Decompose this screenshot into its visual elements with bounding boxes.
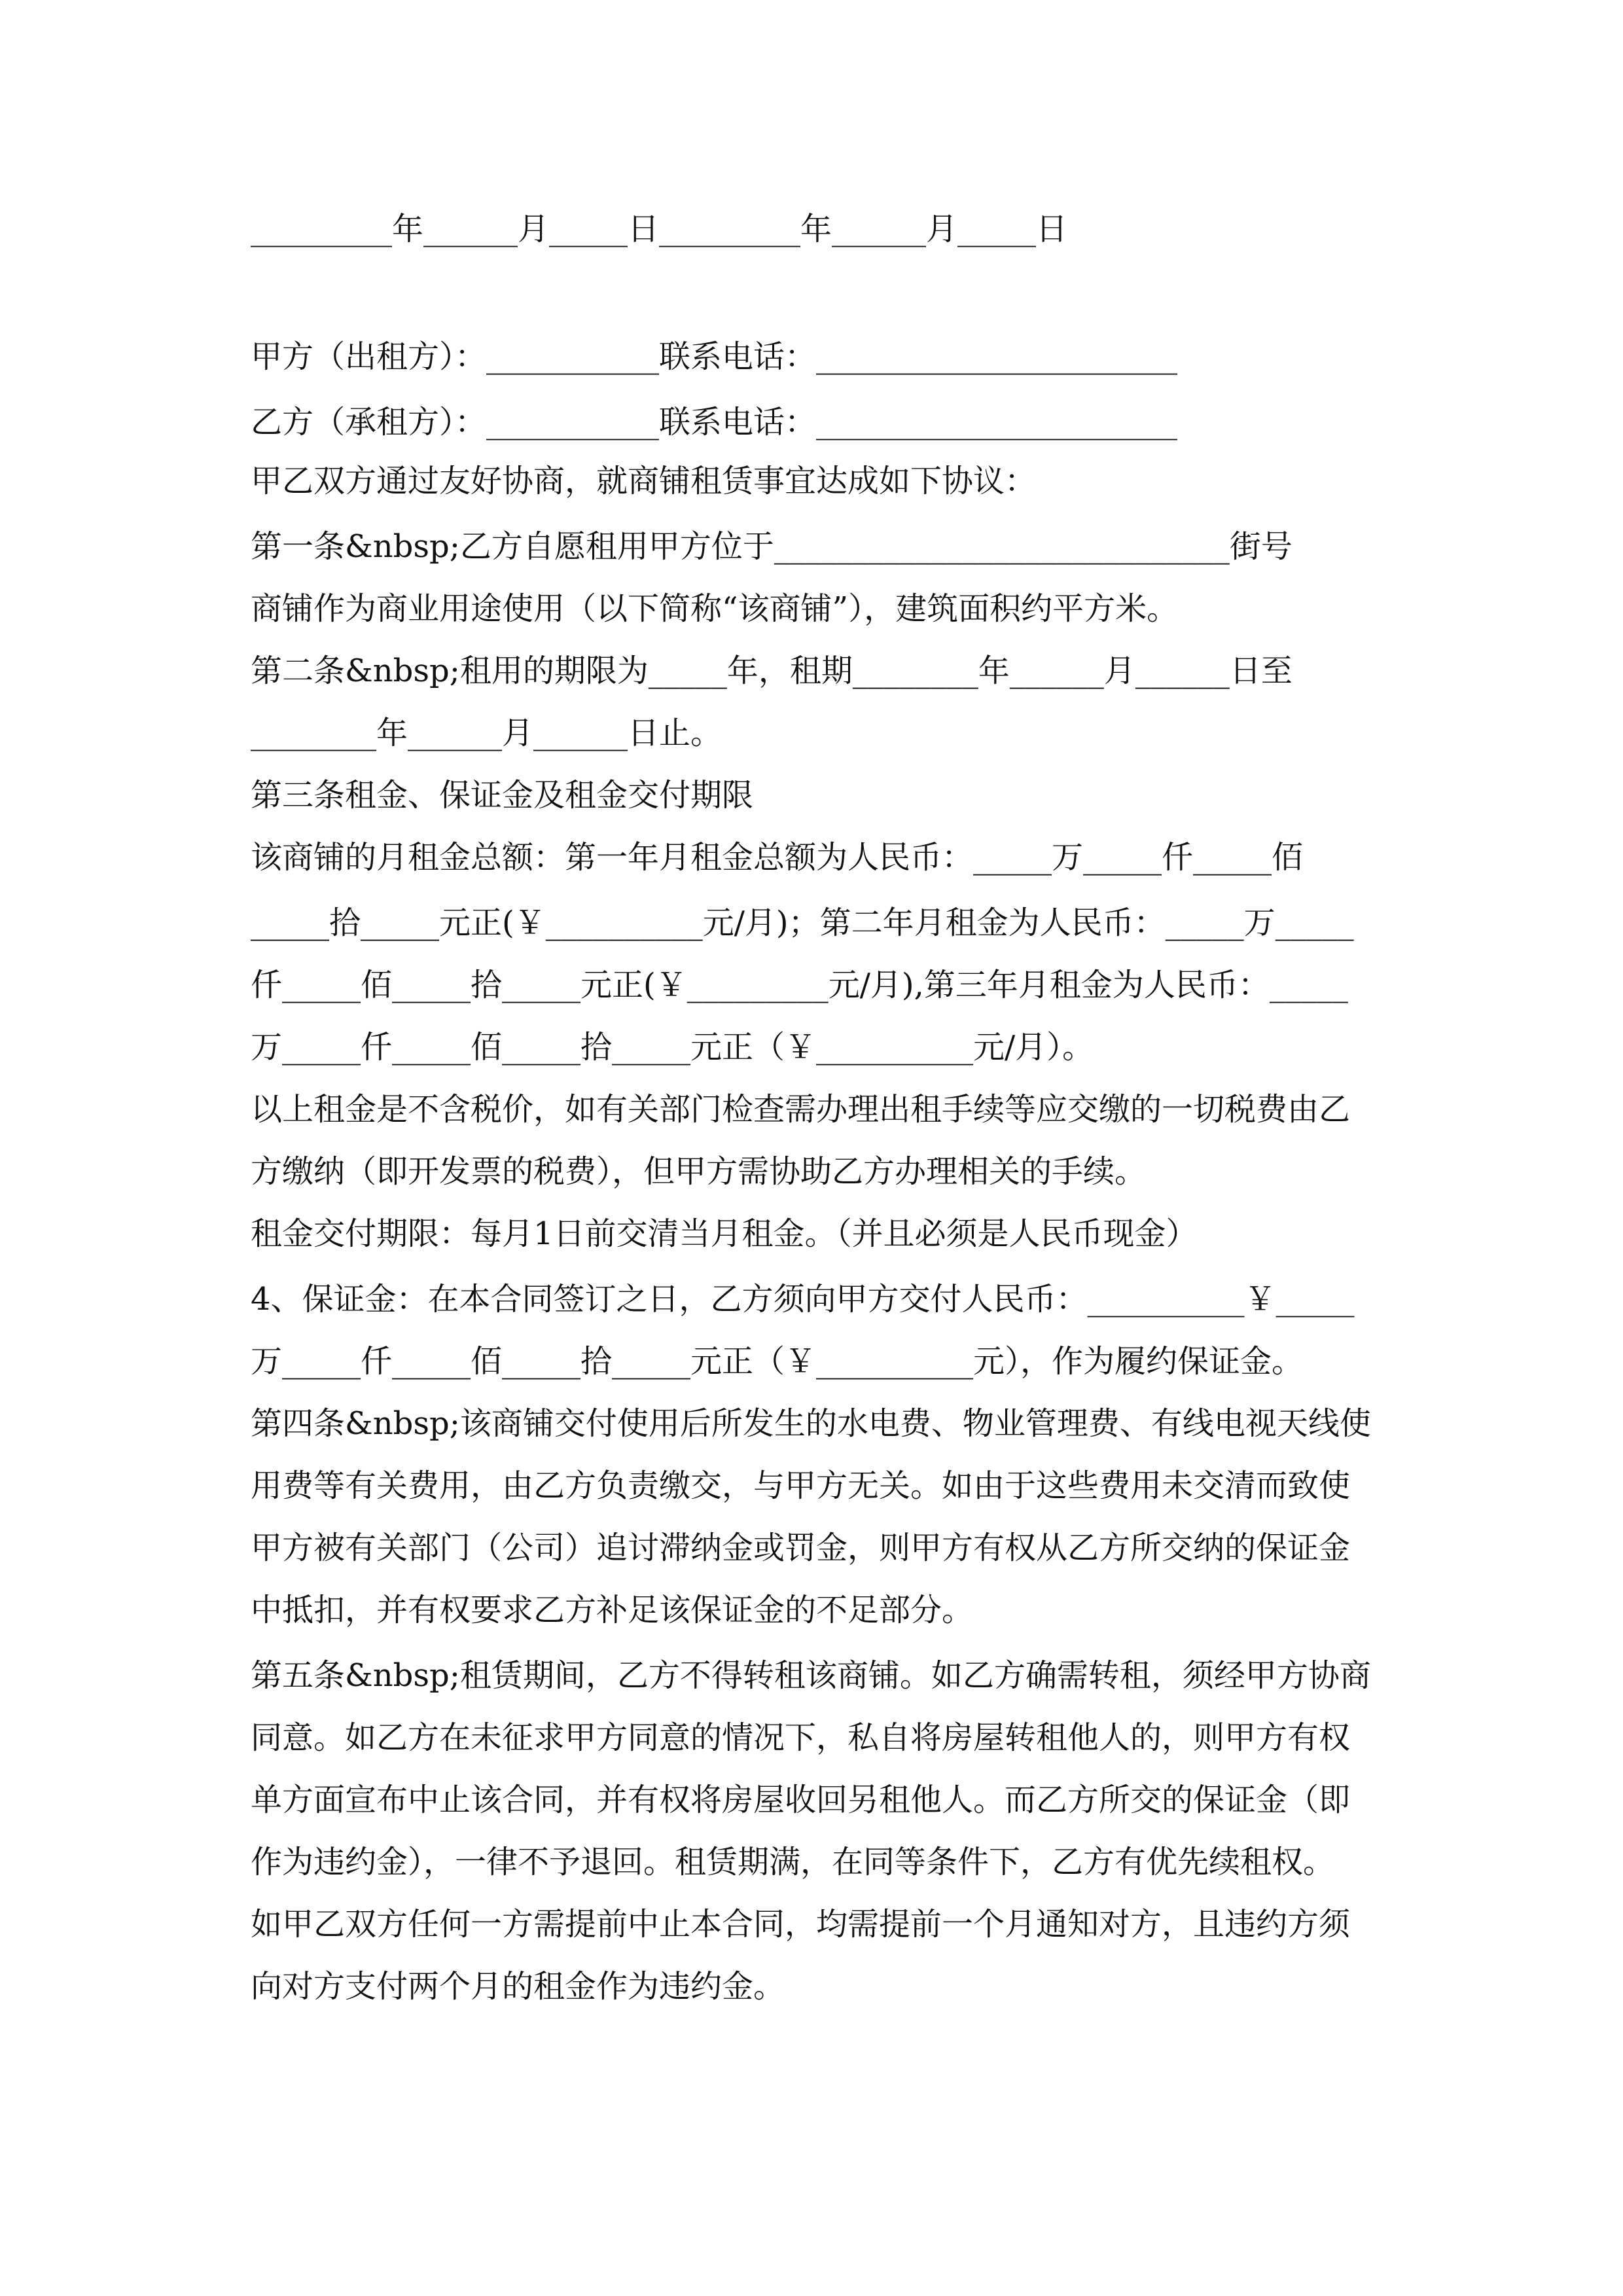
article-5-line-6: 向对方支付两个月的租金作为违约金。	[251, 1968, 785, 2005]
rent-line-1: 该商铺的月租金总额：第一年月租金总额为人民币：_____万_____仟_____佰	[251, 839, 1304, 876]
article-4-line-2: 用费等有关费用，由乙方负责缴交，与甲方无关。如由于这些费用未交清而致使	[251, 1467, 1351, 1504]
tax-line-1: 以上租金是不含税价，如有关部门检查需办理出租手续等应交缴的一切税费由乙	[251, 1091, 1351, 1128]
article-5-line-2: 同意。如乙方在未征求甲方同意的情况下，私自将房屋转租他人的，则甲方有权	[251, 1719, 1351, 1756]
article-5-line-1: 第五条&nbsp;租赁期间，乙方不得转租该商铺。如乙方确需转租，须经甲方协商	[251, 1657, 1371, 1694]
document-page	[251, 0, 1383, 2296]
article-5-line-3: 单方面宣布中止该合同，并有权将房屋收回另租他人。而乙方所交的保证金（即	[251, 1782, 1351, 1818]
party-b-line: 乙方（承租方）：___________联系电话：_______________________	[251, 404, 1178, 440]
article-5-line-4: 作为违约金），一律不予退回。租赁期满，在同等条件下，乙方有优先续租权。	[251, 1844, 1335, 1880]
article-5-line-5: 如甲乙双方任何一方需提前中止本合同，均需提前一个月通知对方，且违约方须	[251, 1906, 1351, 1943]
payment-deadline-line: 租金交付期限：每月1日前交清当月租金。（并且必须是人民币现金）	[251, 1215, 1198, 1252]
rent-line-2: _____拾_____元正(￥__________元/月)；第二年月租金为人民币：_____万_____	[251, 905, 1354, 941]
rent-line-3: 仟_____佰_____拾_____元正(￥_________元/月),第三年月租金为人民币：_____	[251, 967, 1348, 1003]
party-a-line: 甲方（出租方）：___________联系电话：_______________________	[251, 338, 1178, 375]
rent-line-4: 万_____仟_____佰_____拾_____元正（￥__________元/月）。	[251, 1029, 1094, 1066]
intro-line: 甲乙双方通过友好协商，就商铺租赁事宜达成如下协议：	[251, 463, 1037, 499]
article-4-line-4: 中抵扣，并有权要求乙方补足该保证金的不足部分。	[251, 1592, 974, 1628]
deposit-line-2: 万_____仟_____佰_____拾_____元正（￥__________元），作为履约保证金。	[251, 1343, 1304, 1380]
article-1-line-1: 第一条&nbsp;乙方自愿租用甲方位于_____________________________街号	[251, 528, 1293, 565]
article-3-heading: 第三条租金、保证金及租金交付期限	[251, 777, 754, 814]
article-1-line-2: 商铺作为商业用途使用（以下简称“该商铺”），建筑面积约平方米。	[251, 590, 1179, 627]
article-4-line-1: 第四条&nbsp;该商铺交付使用后所发生的水电费、物业管理费、有线电视天线使	[251, 1405, 1371, 1442]
article-2-line-2: ________年______月______日止。	[251, 715, 722, 751]
article-4-line-3: 甲方被有关部门（公司）追讨滞纳金或罚金，则甲方有权从乙方所交纳的保证金	[251, 1530, 1351, 1566]
deposit-line-1: 4、保证金：在本合同签订之日，乙方须向甲方交付人民币：__________￥_____	[251, 1281, 1355, 1318]
date-range-line: _________年______月_____日_________年______月_____日	[251, 211, 1068, 247]
tax-line-2: 方缴纳（即开发票的税费），但甲方需协助乙方办理相关的手续。	[251, 1153, 1147, 1190]
article-2-line-1: 第二条&nbsp;租用的期限为_____年，租期________年______月______日至	[251, 653, 1293, 689]
